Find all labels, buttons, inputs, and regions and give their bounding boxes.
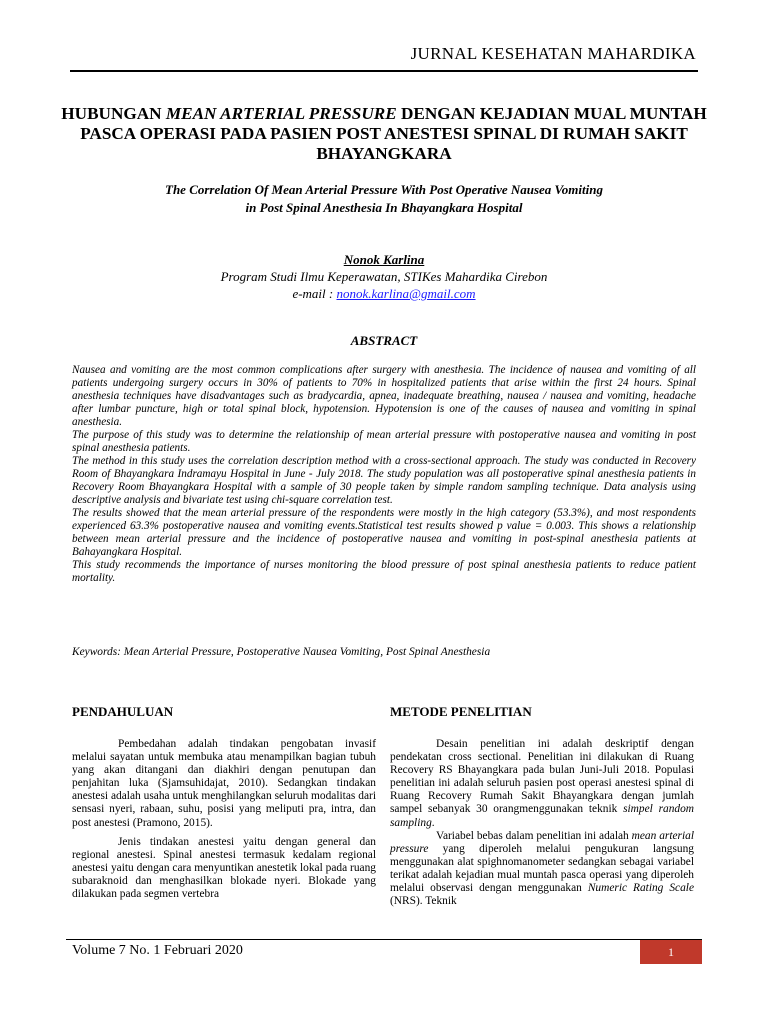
abstract-paragraph: The method in this study uses the correlation description method with a cross-sectional approach. The study was conducted in Recovery Room of Bhayangkara Indramayu Hospital in June - July 2018. The study population was all postoperative spinal anesthesia patients in Recovery Room Bhayangkara Hospital with a sample of 30 people taken by simple random sampling technique. Data analysis using descriptive analysis and bivariate test using chi-square correlation test. <box>72 455 696 506</box>
text-run: (NRS). Teknik <box>390 895 457 908</box>
right-column <box>390 704 694 908</box>
text-run: yang diperoleh melalui pengukuran langsung menggunakan alat spighnomanometer sedangkan sebagai variabel terikat adalah kejadian mual muntah pasca operasi yang diperoleh melalui observasi dengan menggunakan <box>390 842 694 895</box>
abstract-paragraph: The results showed that the mean arterial pressure of the respondents were mostly in the high category (53.3%), and most respondents experienced 63.3% postoperative nausea and vomiting events.Statistical test results showed p value = 0.003. This shows a relationship between mean arterial pressure and the incidence of postoperative nausea and vomiting in post-spinal anesthesia patients at Bahayangkara Hospital. <box>72 507 696 558</box>
author-affiliation: Program Studi Ilmu Keperawatan, STIKes Mahardika Cirebon <box>220 269 548 284</box>
introduction-text <box>72 738 376 901</box>
section-heading-methods: METODE PENELITIAN <box>390 704 532 719</box>
header-divider <box>70 70 698 72</box>
english-title <box>80 181 688 217</box>
left-column <box>72 704 376 901</box>
paper-title <box>60 104 708 164</box>
footer-divider <box>66 939 702 940</box>
methods-text <box>390 738 694 908</box>
title-part1: HUBUNGAN <box>61 104 166 123</box>
body-paragraph <box>390 738 694 830</box>
author-email <box>0 286 768 302</box>
page-number-badge <box>640 940 702 964</box>
english-title-line1: The Correlation Of Mean Arterial Pressure With Post Operative Nausea Vomiting <box>165 182 603 197</box>
body-paragraph: Jenis tindakan anestesi yaitu dengan general dan regional anestesi. Spinal anestesi termasuk kedalam regional anestesi yaitu dengan cara menyuntikan anestetik lokal pada ruang subaraknoid dan menghasilkan blokade nyeri. Blokade yang dilakukan pada segmen vertebra <box>72 835 376 901</box>
text-run: Variabel bebas dalam penelitian ini adalah <box>436 829 632 842</box>
abstract-paragraph: The purpose of this study was to determine the relationship of mean arterial pressure with postoperative nausea and vomiting in post spinal anesthesia patients. <box>72 429 696 454</box>
author-name: Nonok Karlina <box>343 252 425 267</box>
body-paragraph: Pembedahan adalah tindakan pengobatan invasif melalui sayatan untuk membuka atau menampilkan bagian tubuh yang akan ditangani dan diakhiri dengan penutupan dan penjahitan luka (Sjamsuhidajat, 2010). Sedangkan tindakan anestesi adalah usaha untuk menghilangkan seluruh modalitas dari sensasi nyeri, rabaan, suhu, posisi yang meliputi pra, intra, dan post anestesi (Pramono, 2015). <box>72 738 376 829</box>
text-run-italic: mean arterial pressure <box>390 829 694 855</box>
abstract-body <box>72 364 696 585</box>
text-run-italic: simpel random sampling <box>390 803 695 829</box>
abstract-paragraph: This study recommends the importance of nurses monitoring the blood pressure of post spinal anesthesia patients to reduce patient mortality. <box>72 559 696 584</box>
abstract-heading: ABSTRACT <box>350 333 418 348</box>
email-link[interactable]: nonok.karlina@gmail.com <box>336 286 476 301</box>
text-run-italic: Numeric Rating Scale <box>587 882 694 895</box>
text-run: . <box>431 816 435 829</box>
abstract-paragraph: Nausea and vomiting are the most common complications after surgery with anesthesia. The incidence of nausea and vomiting of all patients undergoing surgery occurs in 30% of patients to 70% in hospitalized patients that arise within the first 24 hours. Spinal anesthesia techniques have disadvantages such as bradycardia, apnea, inadequate breathing, nausea / nausea and vomiting, headache after lumbar puncture, high or total spinal block, hypotension. Hypotension is one of the causes of nausea and vomiting in spinal anesthesia. <box>72 364 696 428</box>
page-number: 1 <box>668 944 674 959</box>
section-heading-introduction: PENDAHULUAN <box>72 704 174 719</box>
journal-name: JURNAL KESEHATAN MAHARDIKA <box>410 44 696 63</box>
text-run: Desain penelitian ini adalah deskriptif dengan pendekatan cross sectional. Penelitian ini dilakukan di Ruang Recovery RS Bhayangkara pada bulan Juni-Juli 2018. Populasi penelitian ini adalah seluruh pasien post operasi anestesi spinal di Ruang Recovery Rumah Sakit Bhayangkara dengan jumlah sampel sebanyak 30 orangmenggunakan teknik <box>390 738 694 816</box>
keywords: Keywords: Mean Arterial Pressure, Postoperative Nausea Vomiting, Post Spinal Anesthesia <box>72 646 491 658</box>
volume-info: Volume 7 No. 1 Februari 2020 <box>72 943 243 958</box>
email-prefix: e-mail : <box>292 286 337 301</box>
title-part2: MEAN ARTERIAL PRESSURE <box>165 104 397 123</box>
body-paragraph <box>390 830 694 909</box>
english-title-line2: in Post Spinal Anesthesia In Bhayangkara Hospital <box>245 200 523 215</box>
title-part3: DENGAN KEJADIAN MUAL MUNTAH PASCA OPERASI PADA PASIEN POST ANESTESI SPINAL DI RUMAH SAKIT BHAYANGKARA <box>80 104 707 163</box>
